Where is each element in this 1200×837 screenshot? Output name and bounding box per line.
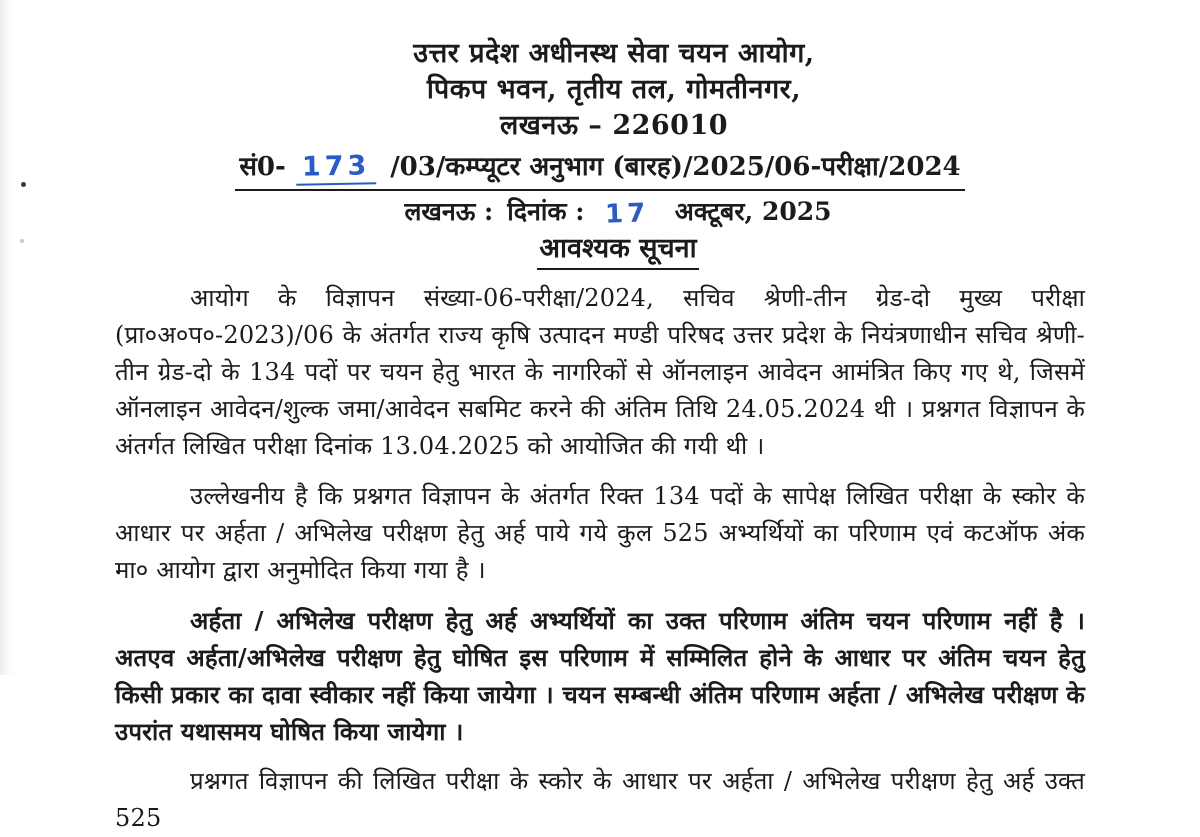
subject-heading: आवश्यक सूचना xyxy=(537,233,698,270)
paragraph-3-bold: अर्हता / अभिलेख परीक्षण हेतु अर्ह अभ्यर्थियों का उक्त परिणाम अंतिम चयन परिणाम नहीं है । अतएव अर्हता/अभिलेख परीक्षण हेतु घोषित इस परिणाम में सम्मिलित होने के आधार पर अंतिम चयन हेतु किसी प्रकार का दावा स्वीकार नहीं किया जायेगा । चयन सम्बन्धी अंतिम परिणाम अर्हता / अभिलेख परीक्षण के उपरांत यथासमय घोषित किया जायेगा । xyxy=(115,606,1085,746)
paragraph-2: उल्लेखनीय है कि प्रश्नगत विज्ञापन के अंतर्गत रिक्त 134 पदों के सापेक्ष लिखित परीक्षा के स्कोर के आधार पर अर्हता / अभिलेख परीक्षण हेतु अर्ह पाये गये कुल 525 अभ्यर्थियों का परिणाम एवं कटऑफ अंक मा० आयोग द्वारा अनुमोदित किया गया है । xyxy=(115,482,1085,584)
handwritten-date-day: 17 xyxy=(604,198,650,230)
org-name: उत्तर प्रदेश अधीनस्थ सेवा चयन आयोग, xyxy=(413,38,815,69)
org-address: पिकप भवन, तृतीय तल, गोमतीनगर, xyxy=(426,74,802,105)
scan-speck xyxy=(20,239,24,243)
scan-speck xyxy=(21,182,26,187)
ref-suffix: /03/कम्प्यूटर अनुभाग (बारह)/2025/06-परीक्षा/2024 xyxy=(390,152,961,182)
paragraph-4-truncated: प्रश्नगत विज्ञापन की लिखित परीक्षा के स्कोर के आधार पर अर्हता / अभिलेख परीक्षण हेतु अर्ह उक्त 525 xyxy=(115,767,1085,832)
org-city-pincode: लखनऊ – 226010 xyxy=(499,110,729,141)
date-month-year: अक्टूबर, 2025 xyxy=(674,197,832,226)
notice-body xyxy=(115,280,1085,837)
reference-number-line xyxy=(235,152,964,191)
ref-prefix: सं0- xyxy=(239,152,286,182)
notice-header xyxy=(0,36,1200,270)
paragraph-1: आयोग के विज्ञापन संख्या-06-परीक्षा/2024, सचिव श्रेणी-तीन ग्रेड-दो मुख्य परीक्षा (प्रा०अ०प०-2023)/06 के अंतर्गत राज्य कृषि उत्पादन मण्डी परिषद उत्तर प्रदेश के नियंत्रणाधीन सचिव श्रेणी-तीन ग्रेड-दो के 134 पदों पर चयन हेतु भारत के नागरिकों से ऑनलाइन आवेदन आमंत्रित किए गए थे, जिसमें ऑनलाइन आवेदन/शुल्क जमा/आवेदन सबमिट करने की अंतिम तिथि 24.05.2024 थी । प्रश्नगत विज्ञापन के अंतर्गत लिखित परीक्षा दिनांक 13.04.2025 को आयोजित की गयी थी । xyxy=(115,284,1085,460)
handwritten-ref-number: 173 xyxy=(296,151,377,185)
date-label: दिनांक : xyxy=(507,197,585,226)
date-place: लखनऊ : xyxy=(404,197,494,226)
date-line xyxy=(18,196,1200,228)
